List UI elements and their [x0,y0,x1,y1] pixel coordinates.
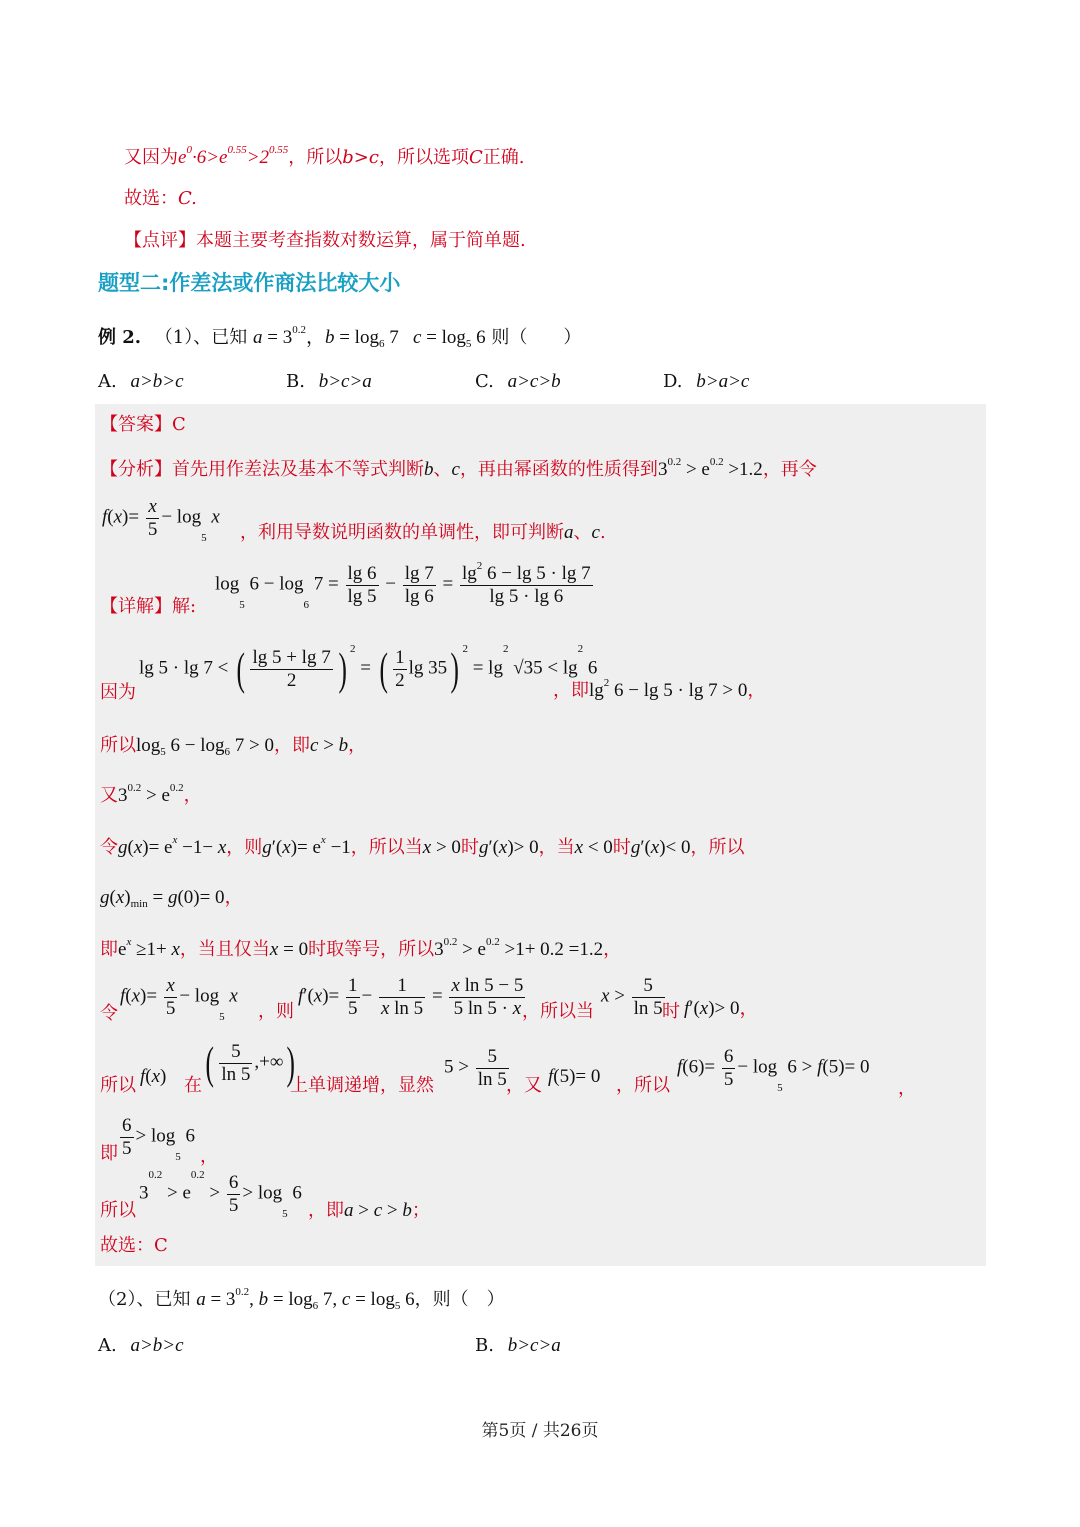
example-2-question [98,324,582,350]
section-title: 题型二:作差法或作商法比较大小 [98,271,401,295]
text: 又 [100,785,118,806]
text: ，所以选项 [378,147,469,168]
suoyi-label: 所以 [100,1075,136,1096]
option-2-a [98,1336,184,1355]
option-c [475,372,561,391]
text: ，则（ ） [414,1289,505,1310]
option-letter: D. [663,371,683,392]
also-line: 又$3^{0.2} > e^{0.2}$， [100,782,202,806]
text: 时 [460,837,479,858]
ze-label: ，则 [258,1001,294,1022]
prev-comment-line: 【点评】本题主要考查指数对数运算，属于简单题. [124,230,526,251]
because-label: 因为 [100,682,136,703]
text: . [599,522,606,543]
text: ，当且仅当 [179,939,270,960]
dandiao-label: 上单调递增，显然 [290,1075,434,1096]
example-label: 例 2. [98,327,142,348]
detail-label: 【详解】解: [100,596,197,617]
text: ，再由幂函数的性质得到 [459,459,658,480]
option-text: a>b>c [130,371,184,392]
analysis-line-2: ，利用导数说明函数的单调性，即可判断a、c. [240,522,606,543]
f-definition: f(x)= $\frac{x}{5}$ − $\log_5 x$ [102,496,220,544]
math-b-gt-c: b>c [342,147,379,168]
prev-inequality: $e^0\cdot 6>e^{0.55}>2^{0.55}$ [178,144,289,168]
text: 所以 [100,735,136,756]
f5-zero: f(5)= 0 [548,1066,601,1087]
suoyi-label-3: 所以 [100,1200,136,1221]
example-2-math: $a = 3^{0.2}$, $b = \log_6 7$, $c = \log_5 6$ [196,1286,415,1312]
text: ，即 [308,1200,344,1221]
text: 又因为 [124,147,178,168]
f6-formula: f(6)= $\frac{6}{5}$ − $\log_5 6 > f(5)= 0$ [677,1046,870,1094]
ling-label: 令 [100,1003,118,1024]
suoyidang-label: ，所以当 [522,1001,594,1022]
example-2-part-2 [98,1286,505,1312]
option-letter: B. [286,371,305,392]
option-text: a>c>b [507,371,561,392]
shi-label: 时 [662,1001,680,1022]
prev-conclusion-line [124,144,525,168]
g-definition-line: 令$g(x)= e^x -1- x$，则$g'(x)= e^x -1$，所以当x > 0时g′(x)> 0，当x < 0时g′(x)< 0，所以 [100,834,745,858]
text: 令 [100,837,118,858]
comma-2: ， [200,1146,218,1167]
final-chain: $3^{0.2} > e^{0.2}$ > $\frac{6}{5}$ > $\log_5 6$ [139,1169,302,1220]
text: ，再令 [762,459,817,480]
text: ，利用导数说明函数的单调性，即可判断 [240,522,564,543]
text: 正确. [482,147,525,168]
prev-choice-line [124,190,197,208]
example-1-math: $a = 3^{0.2}$，$b = \log_6 7$ $c = \log_5 6$ [252,324,486,350]
final-choice: 故选：C [100,1235,168,1256]
f-prime-positive: f′(x)> 0， [684,997,759,1019]
text: ，所以当 [350,837,423,858]
x-condition: x > $\frac{5}{\ln 5}$ [601,975,663,1019]
text: ，即 [274,735,310,756]
you-label: ，又 [506,1075,542,1096]
f-prime-formula: f′(x)= $\frac{1}{5}$ − $\frac{1}{\text{x ln 5}}$ = $\frac{\text{x ln 5 − 5}}{5 \ln 5 \cdot x}$ [298,975,524,1019]
text: 则（ ） [491,327,582,348]
math-c: C [468,147,483,168]
zai-label: 在 [184,1075,202,1096]
text: 时取等号，所以 [308,939,435,960]
text: 、 [433,459,452,480]
text: 时 [612,837,631,858]
text: ，即 [553,680,589,701]
text: ，所以 [288,147,343,168]
so-line: ，即$\lg^2 6 - \lg 5 \cdot \lg 7 > 0$， [553,677,766,701]
detail-formula-1: $\log_5 6 - \log_6 7$ = $\frac{\lg 6}{\lg 5}$ − $\frac{\lg 7}{\lg 6}$ = $\frac{\lg^2 6 - \lg 5 \cdot \lg 7}{\lg 5 \cdot \lg 6}$ [215,560,591,611]
text: 、 [573,522,592,543]
option-text: b>a>c [696,371,750,392]
text: 【分析】首先用作差法及基本不等式判断 [100,459,424,480]
answer-line: 【答案】C [100,414,186,435]
f-x: f(x) [140,1066,167,1087]
text: 故选： [124,188,178,209]
option-text: b>c>a [318,371,372,392]
option-letter: A. [98,1335,117,1356]
option-b [286,372,372,391]
conclusion: ，即a > c > b； [308,1200,430,1221]
text: ，则 [226,837,263,858]
option-text: a>b>c [130,1335,184,1356]
option-letter: B. [475,1335,494,1356]
detail-formula-2: lg 5 · lg 7 < ( $\frac{\lg 5 + \lg 7}{2}$ ) $^2$ = ( $\frac{1}{2}$ lg 35) $^2 = \lg^2 √35 < \lg^2 6$ [139,643,598,694]
ex-inequality-line: 即$e^x \ge 1+ x$，当且仅当x = 0时取等号，所以$3^{0.2} > e^{0.2} >1+ 0.2 =1.2$， [100,936,622,960]
text: ，所以 [690,837,745,858]
option-a [98,372,184,391]
analysis-line-1: 【分析】首先用作差法及基本不等式判断b、c，再由幂函数的性质得到$3^{0.2} > e^{0.2} >1.2$，再令 [100,456,817,480]
suoyi-label-2: ，所以 [616,1075,670,1096]
g-min-line: $g(x)_{min} = g(0)= 0$， [100,887,243,910]
option-letter: A. [98,371,117,392]
option-text: b>c>a [507,1335,561,1356]
page-footer: 第5页 / 共26页 [481,1421,599,1441]
c-gt-b-line: 所以$\log_5 6 - \log_6 7 > 0$，即c > b， [100,735,367,758]
option-d [663,372,749,391]
text: 即 [100,939,118,960]
text: ，当 [538,837,575,858]
ji-label: 即 [100,1143,118,1164]
interval: ( $\frac{5}{\ln 5}$ ,+∞) [205,1037,296,1088]
option-letter: C. [475,371,494,392]
text: （1）、已知 [154,327,248,348]
text: （2）、已知 [98,1289,191,1310]
f-def-2: f(x)= $\frac{x}{5}$ − $\log_5 x$ [120,975,238,1023]
option-2-b [475,1336,561,1355]
math-c: C. [178,188,197,209]
six-fifths-gt: $\frac{6}{5}$ > $\log_5 6$ [122,1115,195,1163]
comma: ， [898,1078,916,1099]
five-gt: 5 > $\frac{5}{\ln 5}$ [444,1046,507,1090]
